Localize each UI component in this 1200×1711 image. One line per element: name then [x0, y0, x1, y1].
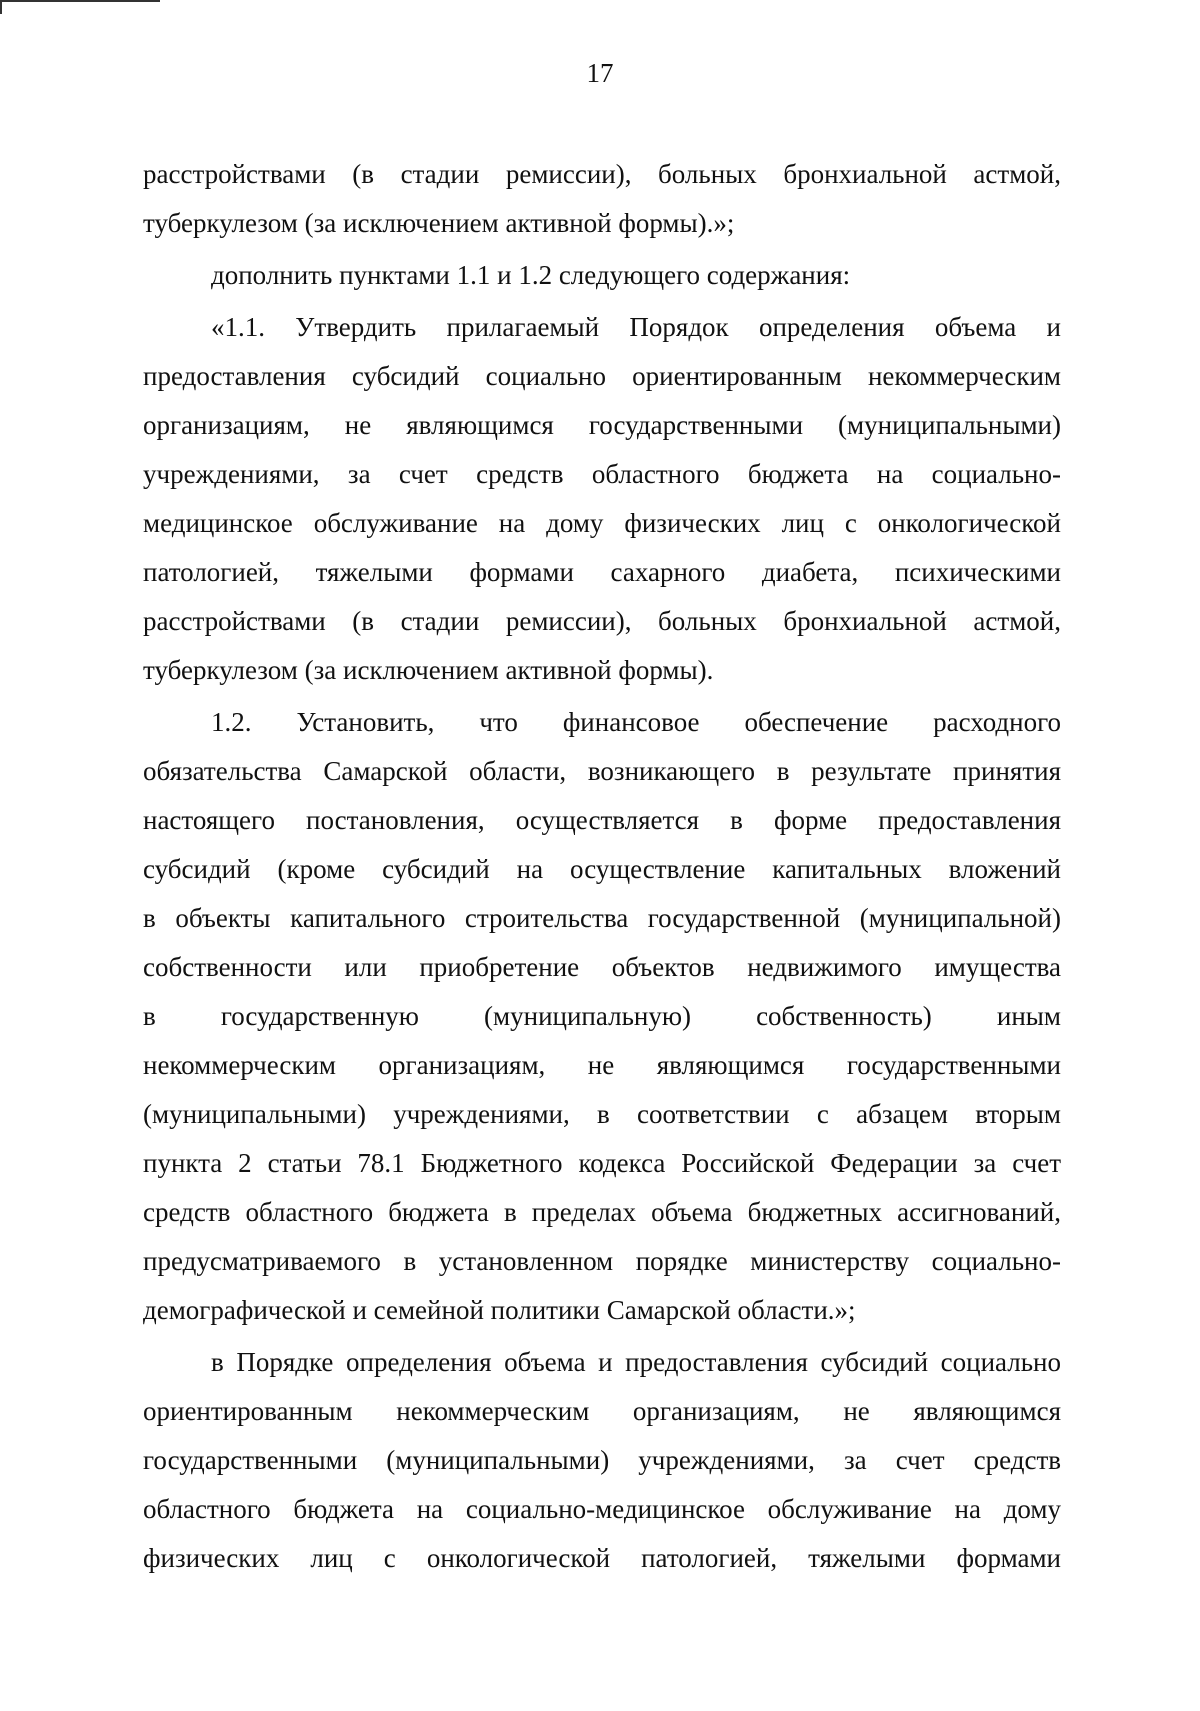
- text-line: субсидий (кроме субсидий на осуществление капитальных вложений: [143, 854, 1061, 884]
- text-line: некоммерческим организациям, не являющимся государственными: [143, 1050, 1061, 1080]
- text-line: в Порядке определения объема и предоставления субсидий социально: [211, 1347, 1061, 1377]
- text-line: демографической и семейной политики Самарской области.»;: [143, 1295, 856, 1325]
- scan-corner-mark: [0, 0, 160, 8]
- text-line: пункта 2 статьи 78.1 Бюджетного кодекса Российской Федерации за счет: [143, 1148, 1061, 1178]
- text-line: туберкулезом (за исключением активной формы).: [143, 655, 714, 685]
- text-line: туберкулезом (за исключением активной формы).»;: [143, 208, 735, 238]
- text-line: расстройствами (в стадии ремиссии), больных бронхиальной астмой,: [143, 606, 1061, 636]
- text-line: патологией, тяжелыми формами сахарного диабета, психическими: [143, 557, 1061, 587]
- text-line: «1.1. Утвердить прилагаемый Порядок определения объема и: [211, 312, 1061, 342]
- text-line: (муниципальными) учреждениями, в соответствии с абзацем вторым: [143, 1099, 1061, 1129]
- document-body: [143, 150, 1061, 1583]
- text-line: в объекты капитального строительства государственной (муниципальной): [143, 903, 1061, 933]
- text-line: ориентированным некоммерческим организациям, не являющимся: [143, 1396, 1061, 1426]
- text-line: организациям, не являющимся государственными (муниципальными): [143, 410, 1061, 440]
- text-line: расстройствами (в стадии ремиссии), больных бронхиальной астмой,: [143, 159, 1061, 189]
- text-line: государственными (муниципальными) учреждениями, за счет средств: [143, 1445, 1061, 1475]
- text-line: медицинское обслуживание на дому физических лиц с онкологической: [143, 508, 1061, 538]
- text-line: настоящего постановления, осуществляется в форме предоставления: [143, 805, 1061, 835]
- page-number: 17: [586, 58, 614, 88]
- text-line: обязательства Самарской области, возникающего в результате принятия: [143, 756, 1061, 786]
- text-line: 1.2. Установить, что финансовое обеспечение расходного: [211, 707, 1061, 737]
- text-line: в государственную (муниципальную) собственность) иным: [143, 1001, 1061, 1031]
- text-line: предусматриваемого в установленном порядке министерству социально-: [143, 1246, 1061, 1276]
- text-line: собственности или приобретение объектов недвижимого имущества: [143, 952, 1061, 982]
- text-line: областного бюджета на социально-медицинское обслуживание на дому: [143, 1494, 1061, 1524]
- text-line: учреждениями, за счет средств областного бюджета на социально-: [143, 459, 1061, 489]
- text-line: физических лиц с онкологической патологией, тяжелыми формами: [143, 1543, 1061, 1573]
- text-line: средств областного бюджета в пределах объема бюджетных ассигнований,: [143, 1197, 1061, 1227]
- text-line: предоставления субсидий социально ориентированным некоммерческим: [143, 361, 1061, 391]
- text-line: дополнить пунктами 1.1 и 1.2 следующего содержания:: [211, 260, 851, 290]
